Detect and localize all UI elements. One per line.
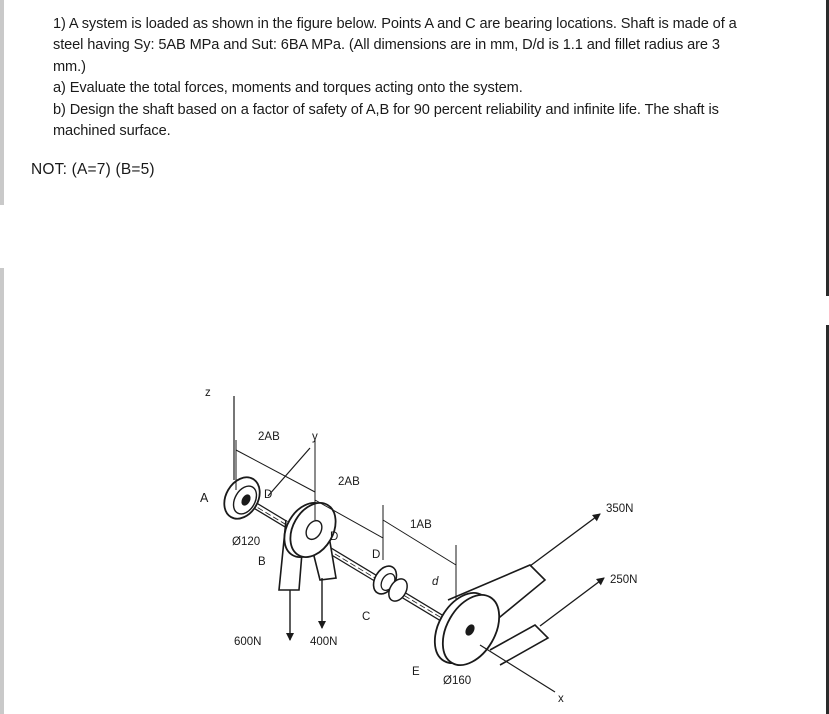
force-350n-label: 350N bbox=[606, 503, 634, 515]
problem-part-a: a) Evaluate the total forces, moments and torques acting onto the system. bbox=[53, 80, 523, 97]
force-400n-label: 400N bbox=[310, 636, 338, 648]
pulley-e-diameter-label: Ø160 bbox=[443, 675, 472, 687]
point-b-label: B bbox=[258, 556, 266, 568]
dim-1ab: 1AB bbox=[410, 519, 432, 531]
force-600n-label: 600N bbox=[234, 636, 262, 648]
shoulder-d-label-2: D bbox=[330, 531, 339, 543]
force-250n-label: 250N bbox=[610, 574, 638, 586]
point-a-label: A bbox=[200, 491, 209, 505]
dim-2ab-second: 2AB bbox=[338, 476, 360, 488]
pulley-b-diameter-label: Ø120 bbox=[232, 536, 261, 548]
point-e-label: E bbox=[412, 666, 420, 678]
point-c-label: C bbox=[362, 611, 371, 623]
x-axis-label: x bbox=[558, 693, 564, 705]
problem-part-b-line-2: machined surface. bbox=[53, 123, 171, 140]
bearing-a bbox=[217, 471, 267, 525]
problem-line-1: 1) A system is loaded as shown in the figure below. Points A and C are bearing locations. Shaft is made of a bbox=[53, 16, 737, 32]
shoulder-d-label-3: D bbox=[372, 549, 381, 561]
dim-2ab-first: 2AB bbox=[258, 431, 280, 443]
pulley-e bbox=[423, 565, 548, 675]
note-values: NOT: (A=7) (B=5) bbox=[31, 161, 155, 178]
z-axis bbox=[205, 387, 234, 480]
problem-line-3: mm.) bbox=[53, 58, 86, 75]
x-axis bbox=[480, 645, 564, 705]
shoulder-d-label-1: D bbox=[264, 489, 273, 501]
y-axis-label: y bbox=[312, 431, 318, 443]
problem-part-b-line-1: b) Design the shaft based on a factor of safety of A,B for 90 percent reliability and infinite life. The shaft is bbox=[53, 101, 719, 118]
z-axis-label: z bbox=[205, 387, 211, 399]
problem-line-2: steel having Sy: 5AB MPa and Sut: 6BA MPa. (All dimensions are in mm, D/d is 1.1 and fillet radius are 3 bbox=[53, 37, 720, 54]
shaft-d-label: d bbox=[432, 576, 439, 588]
